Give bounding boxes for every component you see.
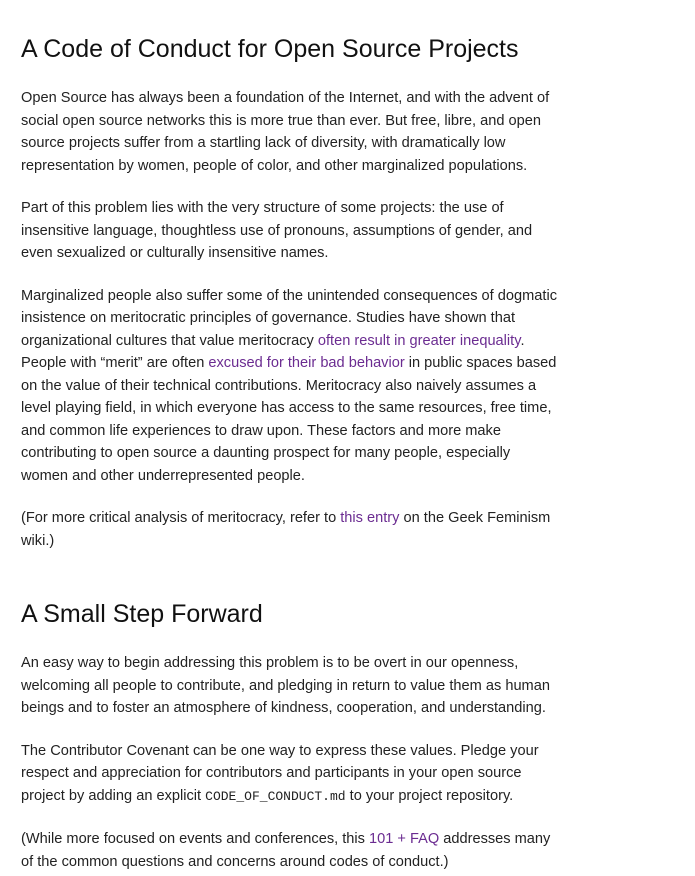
text-segment: Marginalized people also suffer some of the unintended consequences of dogmatic insistence on meritocratic principles of governance. Studies have shown that organizational cultures that value meritocracy [21, 287, 557, 349]
link-greater-inequality[interactable]: often result in greater inequality [317, 332, 521, 349]
text-segment: (For more critical analysis of meritocracy, refer to [21, 510, 341, 526]
text-segment: in public spaces based on the value of their technical contributions. Meritocracy also naively assumes a level playing field, in which everyone has access to the same resources, free time, and common life experiences to draw upon. These factors and more make contributing to open source a daunting prospect for many people, especially women and other underrepresented people. [21, 355, 557, 484]
text-segment: addresses many of the common questions and concerns around codes of conduct.) [21, 831, 551, 870]
link-excused-bad-behavior[interactable]: excused for their bad behavior [208, 355, 405, 371]
paragraph-faq [21, 828, 561, 873]
paragraph-structure: Part of this problem lies with the very structure of some projects: the use of insensitive language, thoughtless use of pronouns, assumptions of gender, and even sexualized or culturally insensitive names. [21, 200, 533, 261]
paragraph-intro: Open Source has always been a foundation of the Internet, and with the advent of social open source networks this is more true than ever. But free, libre, and open source projects suffer from a startling lack of diversity, with dramatically low representation by women, people of color, and other marginalized populations. [21, 90, 550, 174]
section-heading-small-step: A Small Step Forward [21, 600, 263, 628]
paragraph-addressing: An easy way to begin addressing this problem is to be overt in our openness, welcoming all people to contribute, and pledging in return to value them as human beings and to foster an atmosphere of kindness, cooperation, and understanding. [21, 655, 550, 716]
text-segment: on the Geek Feminism wiki.) [21, 510, 551, 549]
paragraph-more-analysis [21, 507, 561, 552]
text-segment: The Contributor Covenant can be one way to express these values. Pledge your respect and appreciation for contributors and participants in your open source project by adding an explicit [21, 742, 539, 804]
code-filename: CODE_OF_CONDUCT.md [205, 788, 346, 804]
paragraph-covenant [21, 740, 561, 809]
link-101-faq[interactable]: 101 + FAQ [369, 831, 440, 847]
section-heading-code-of-conduct: A Code of Conduct for Open Source Projects [21, 35, 519, 63]
text-segment: (While more focused on events and conferences, this [21, 831, 369, 847]
paragraph-meritocracy [21, 285, 561, 488]
text-segment: . People with “merit” are often [21, 332, 525, 371]
link-this-entry[interactable]: this entry [340, 510, 400, 526]
text-segment: to your project repository. [345, 787, 514, 804]
